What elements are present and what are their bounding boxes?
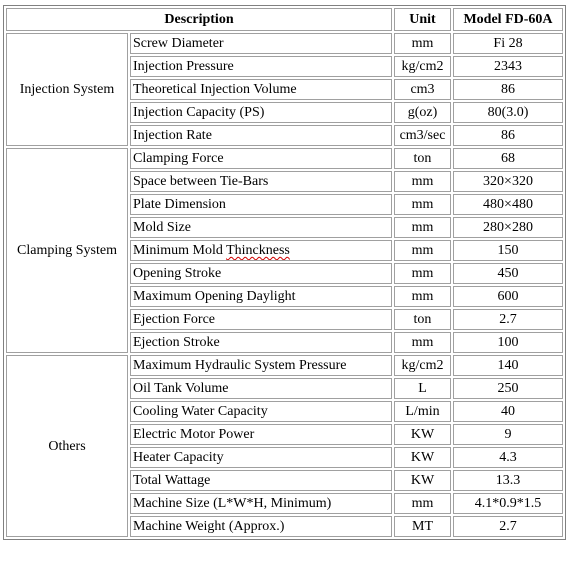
row-value: 4.3 bbox=[453, 447, 563, 468]
row-item: Plate Dimension bbox=[130, 194, 392, 215]
row-unit: mm bbox=[394, 33, 451, 54]
row-value: 2343 bbox=[453, 56, 563, 77]
row-unit: L bbox=[394, 378, 451, 399]
spec-table bbox=[3, 5, 566, 540]
row-item: Cooling Water Capacity bbox=[130, 401, 392, 422]
header-row bbox=[6, 8, 563, 31]
row-item: Opening Stroke bbox=[130, 263, 392, 284]
row-unit: mm bbox=[394, 171, 451, 192]
row-unit: g(oz) bbox=[394, 102, 451, 123]
row-unit: cm3 bbox=[394, 79, 451, 100]
row-item: Injection Capacity (PS) bbox=[130, 102, 392, 123]
row-value: 450 bbox=[453, 263, 563, 284]
row-unit: kg/cm2 bbox=[394, 56, 451, 77]
row-value: 320×320 bbox=[453, 171, 563, 192]
row-value: 40 bbox=[453, 401, 563, 422]
spellcheck-flagged-word: Thinckness bbox=[226, 243, 290, 258]
row-unit: mm bbox=[394, 217, 451, 238]
row-unit: MT bbox=[394, 516, 451, 537]
row-item: Maximum Opening Daylight bbox=[130, 286, 392, 307]
group-clamping-system: Clamping System bbox=[6, 148, 128, 353]
row-unit: mm bbox=[394, 332, 451, 353]
group-injection-system: Injection System bbox=[6, 33, 128, 146]
row-value: 2.7 bbox=[453, 309, 563, 330]
row-value: 250 bbox=[453, 378, 563, 399]
row-item: Mold Size bbox=[130, 217, 392, 238]
row-item: Machine Weight (Approx.) bbox=[130, 516, 392, 537]
row-unit: mm bbox=[394, 240, 451, 261]
row-item: Heater Capacity bbox=[130, 447, 392, 468]
row-unit: KW bbox=[394, 447, 451, 468]
group-others: Others bbox=[6, 355, 128, 537]
row-unit: mm bbox=[394, 263, 451, 284]
row-unit: kg/cm2 bbox=[394, 355, 451, 376]
row-unit: mm bbox=[394, 194, 451, 215]
row-item: Oil Tank Volume bbox=[130, 378, 392, 399]
row-value: 100 bbox=[453, 332, 563, 353]
row-value: 600 bbox=[453, 286, 563, 307]
row-item: Machine Size (L*W*H, Minimum) bbox=[130, 493, 392, 514]
row-item: Clamping Force bbox=[130, 148, 392, 169]
row-unit: ton bbox=[394, 309, 451, 330]
row-value: 80(3.0) bbox=[453, 102, 563, 123]
row-value: Fi 28 bbox=[453, 33, 563, 54]
row-value: 13.3 bbox=[453, 470, 563, 491]
row-unit: mm bbox=[394, 493, 451, 514]
row-item: Electric Motor Power bbox=[130, 424, 392, 445]
row-value: 480×480 bbox=[453, 194, 563, 215]
table-row bbox=[6, 355, 563, 376]
row-item: Ejection Stroke bbox=[130, 332, 392, 353]
row-item: Injection Rate bbox=[130, 125, 392, 146]
table-row bbox=[6, 33, 563, 54]
row-item: Injection Pressure bbox=[130, 56, 392, 77]
row-value: 86 bbox=[453, 125, 563, 146]
row-item: Screw Diameter bbox=[130, 33, 392, 54]
row-unit: cm3/sec bbox=[394, 125, 451, 146]
row-item: Space between Tie-Bars bbox=[130, 171, 392, 192]
row-value: 150 bbox=[453, 240, 563, 261]
header-model: Model FD-60A bbox=[453, 8, 563, 31]
row-value: 86 bbox=[453, 79, 563, 100]
row-unit: KW bbox=[394, 424, 451, 445]
row-value: 140 bbox=[453, 355, 563, 376]
row-unit: mm bbox=[394, 286, 451, 307]
row-item: Total Wattage bbox=[130, 470, 392, 491]
row-value: 280×280 bbox=[453, 217, 563, 238]
row-unit: L/min bbox=[394, 401, 451, 422]
row-unit: ton bbox=[394, 148, 451, 169]
header-unit: Unit bbox=[394, 8, 451, 31]
row-item: Theoretical Injection Volume bbox=[130, 79, 392, 100]
row-value: 9 bbox=[453, 424, 563, 445]
header-description: Description bbox=[6, 8, 392, 31]
row-item: Maximum Hydraulic System Pressure bbox=[130, 355, 392, 376]
row-item-prefix: Minimum Mold bbox=[133, 243, 227, 258]
row-item: Ejection Force bbox=[130, 309, 392, 330]
row-unit: KW bbox=[394, 470, 451, 491]
row-item bbox=[130, 240, 392, 261]
row-value: 2.7 bbox=[453, 516, 563, 537]
row-value: 68 bbox=[453, 148, 563, 169]
table-row bbox=[6, 148, 563, 169]
row-value: 4.1*0.9*1.5 bbox=[453, 493, 563, 514]
